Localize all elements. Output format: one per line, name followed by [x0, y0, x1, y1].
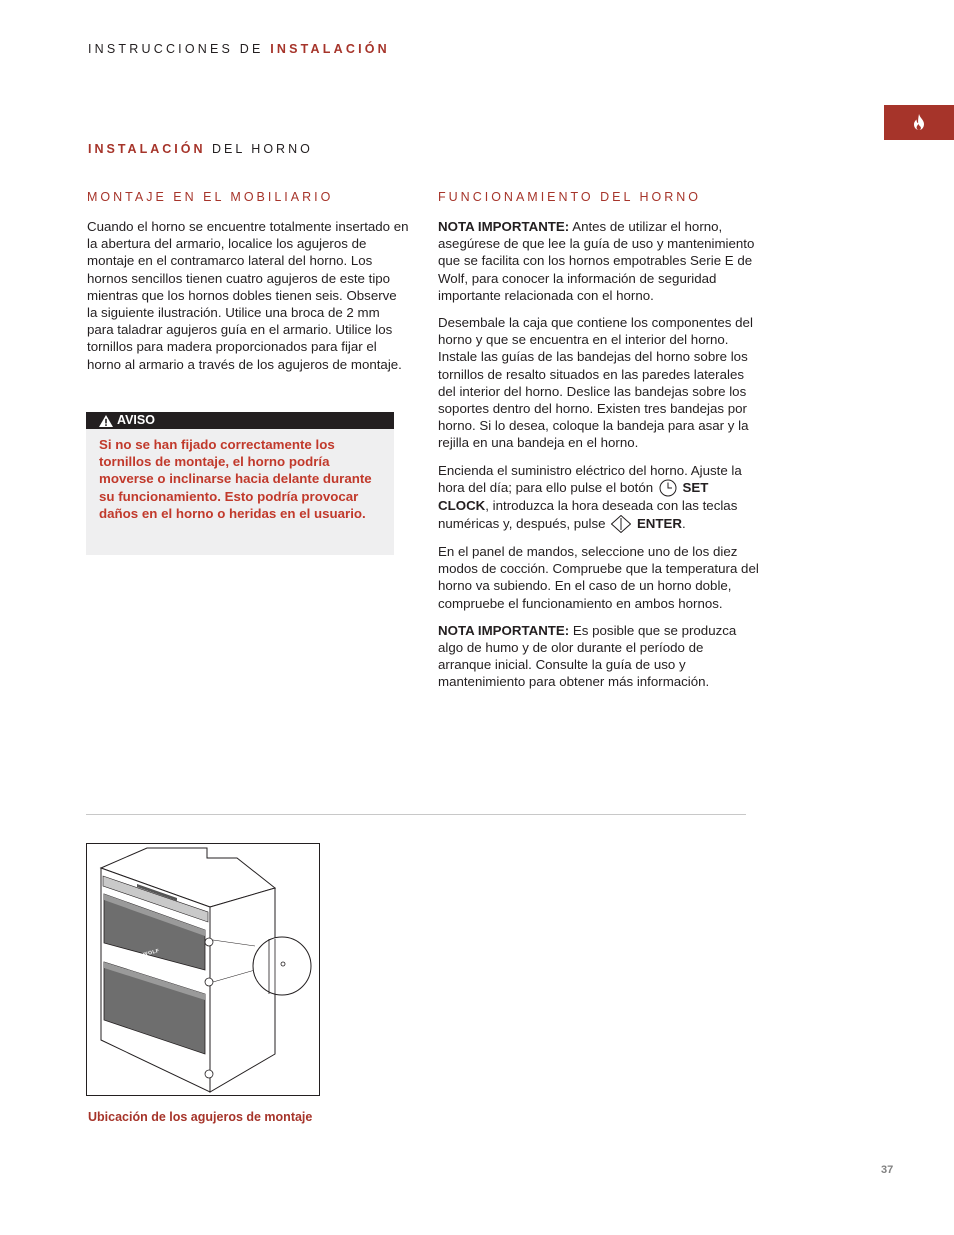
section-title: INSTALACIÓN DEL HORNO [88, 142, 313, 156]
left-column [87, 218, 409, 383]
right-column-heading: FUNCIONAMIENTO DEL HORNO [438, 190, 701, 204]
enter-diamond-icon [611, 515, 631, 533]
flame-icon [913, 114, 925, 130]
warning-text: Si no se han fijado correctamente los tornillos de montaje, el horno podría moverse o inclinarse hacia delante durante su funcionamiento. Esto podría provocar daños en el horno o heridas en el usuario. [99, 437, 372, 521]
page-number: 37 [881, 1164, 894, 1176]
warning-header [86, 412, 394, 429]
warning-label: AVISO [117, 413, 155, 427]
mounting-paragraph: Cuando el horno se encuentre totalmente insertado en la abertura del armario, localice los agujeros de montaje en el contramarco lateral del horno. Los hornos sencillos tienen cuatro agujeros de este tipo mientras que los hornos dobles tienen seis. Observe la siguiente ilustración. Utilice una broca de 2 mm para taladrar agujeros guía en el armario. Utilice los tornillos para madera proporcionados para fijar el horno al armario a través de los agujeros de montaje. [87, 219, 409, 372]
clock-icon [659, 479, 677, 497]
brand-logo: WOLF [142, 947, 161, 959]
section-tab [884, 105, 954, 140]
running-head: INSTRUCCIONES DE INSTALACIÓN [88, 42, 390, 56]
warning-triangle-icon [99, 415, 113, 427]
horizontal-rule [86, 814, 746, 815]
right-column [438, 218, 760, 701]
unpack-paragraph: Desembale la caja que contiene los componentes del horno y que se encuentra en el interior del horno. Instale las guías de las bandejas del horno sobre los tornillos de resalto situados en las paredes laterales del interior del horno. Deslice las bandejas sobre los soportes dentro del horno. Existen tres bandejas por horno. Si lo desea, coloque la bandeja para asar y la rejilla en una bandeja en el horno. [438, 315, 753, 451]
warning-box [86, 412, 394, 555]
note-paragraph-1: NOTA IMPORTANTE: Antes de utilizar el horno, asegúrese de que lee la guía de uso y mantenimiento que se facilita con los hornos empotrables Serie E de Wolf, para conocer la información de seguridad importante relacionada con el horno. [438, 219, 755, 303]
cooking-modes-paragraph: En el panel de mandos, seleccione uno de los diez modos de cocción. Compruebe que la temperatura del horno va subiendo. En el caso de un horno doble, compruebe el funcionamiento en ambos hornos. [438, 544, 759, 611]
oven-illustration [86, 843, 320, 1096]
figure-caption: Ubicación de los agujeros de montaje [88, 1110, 313, 1124]
clock-paragraph: Encienda el suministro eléctrico del horno. Ajuste la hora del día; para ello pulse el botón SET CLOCK, introduzca la hora deseada con las teclas numéricas y, después, pulse ENTER. [438, 462, 760, 533]
note-paragraph-2: NOTA IMPORTANTE: Es posible que se produzca algo de humo y de olor durante el período de arranque inicial. Consulte la guía de uso y mantenimiento para obtener más información. [438, 622, 737, 690]
left-column-heading: MONTAJE EN EL MOBILIARIO [87, 190, 334, 204]
